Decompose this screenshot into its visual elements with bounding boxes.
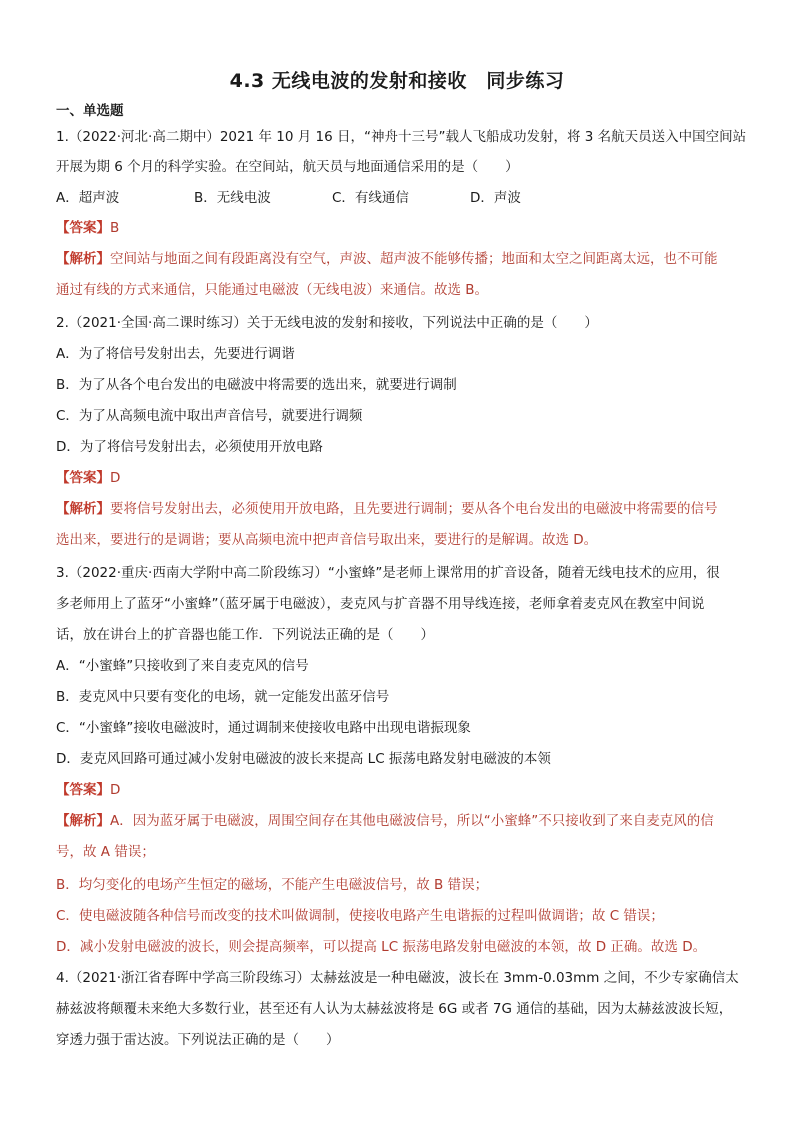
q1-explanation-line2: 通过有线的方式来通信，只能通过电磁波（无线电波）来通信。故选 B。 xyxy=(56,282,489,298)
explain-tag: 【解析】 xyxy=(56,251,110,267)
q2-answer-value: D xyxy=(110,470,121,486)
q3-explanation-text1: A．因为蓝牙属于电磁波，周围空间存在其他电磁波信号，所以“小蜜蜂”不只接收到了来自麦克风的信 xyxy=(110,813,714,829)
q2-explanation-text1: 要将信号发射出去，必须使用开放电路，且先要进行调制；要从各个电台发出的电磁波中将需要的信号 xyxy=(110,501,718,517)
q1-options xyxy=(56,189,746,207)
explain-tag: 【解析】 xyxy=(56,501,110,517)
q3-option-b: B．麦克风中只要有变化的电场，就一定能发出蓝牙信号 xyxy=(56,689,390,705)
q2-answer xyxy=(56,469,746,487)
q3-explanation-line4: C．使电磁波随各种信号而改变的技术叫做调制，使接收电路产生电谐振的过程叫做调谐；故 C 错误； xyxy=(56,908,664,924)
q1-stem-line2: 开展为期 6 个月的科学实验。在空间站，航天员与地面通信采用的是（ ） xyxy=(56,159,519,175)
q1-option-d: D．声波 xyxy=(470,190,521,206)
section-heading: 一、单选题 xyxy=(56,103,124,119)
q3-stem-line1: 3.（2022·重庆·西南大学附中高二阶段练习）“小蜜蜂”是老师上课常用的扩音设备，随着无线电技术的应用，很 xyxy=(56,565,720,581)
q1-explanation-line1 xyxy=(56,250,746,268)
q1-answer xyxy=(56,219,746,237)
answer-tag: 【答案】 xyxy=(56,470,110,486)
q3-answer-value: D xyxy=(110,782,121,798)
q2-stem-line1: 2.（2021·全国·高二课时练习）关于无线电波的发射和接收，下列说法中正确的是（ ） xyxy=(56,315,598,331)
q3-stem-line2: 多老师用上了蓝牙“小蜜蜂”（蓝牙属于电磁波），麦克风与扩音器不用导线连接，老师拿着麦克风在教室中间说 xyxy=(56,596,705,612)
q1-option-a: A．超声波 xyxy=(56,190,120,206)
explain-tag: 【解析】 xyxy=(56,813,110,829)
q1-stem-line1: 1.（2022·河北·高二期中）2021 年 10 月 16 日，“神舟十三号”载人飞船成功发射，将 3 名航天员送入中国空间站 xyxy=(56,129,747,145)
q2-option-c: C．为了从高频电流中取出声音信号，就要进行调频 xyxy=(56,408,363,424)
q3-option-d: D．麦克风回路可通过减小发射电磁波的波长来提高 LC 振荡电路发射电磁波的本领 xyxy=(56,751,551,767)
q2-explanation-line2: 选出来，要进行的是调谐；要从高频电流中把声音信号取出来，要进行的是解调。故选 D。 xyxy=(56,532,598,548)
page-title: 4.3 无线电波的发射和接收 同步练习 xyxy=(229,70,565,92)
q3-option-a: A．“小蜜蜂”只接收到了来自麦克风的信号 xyxy=(56,658,309,674)
q3-explanation-line5: D．减小发射电磁波的波长，则会提高频率，可以提高 LC 振荡电路发射电磁波的本领，故 D 正确。故选 D。 xyxy=(56,939,707,955)
q1-option-c: C．有线通信 xyxy=(332,190,409,206)
q3-answer xyxy=(56,781,746,799)
q1-answer-value: B xyxy=(110,220,120,236)
q2-option-b: B．为了从各个电台发出的电磁波中将需要的选出来，就要进行调制 xyxy=(56,377,457,393)
q4-stem-line1: 4.（2021·浙江省春晖中学高三阶段练习）太赫兹波是一种电磁波，波长在 3mm-0.03mm 之间，不少专家确信太 xyxy=(56,970,739,986)
q3-explanation-line3: B．均匀变化的电场产生恒定的磁场，不能产生电磁波信号，故 B 错误； xyxy=(56,877,489,893)
q4-stem-line3: 穿透力强于雷达波。下列说法正确的是（ ） xyxy=(56,1032,340,1048)
q3-stem-line3: 话，放在讲台上的扩音器也能工作．下列说法正确的是（ ） xyxy=(56,627,434,643)
answer-tag: 【答案】 xyxy=(56,782,110,798)
q1-option-b: B．无线电波 xyxy=(194,190,271,206)
answer-tag: 【答案】 xyxy=(56,220,110,236)
q2-option-a: A．为了将信号发射出去，先要进行调谐 xyxy=(56,346,295,362)
q3-explanation-line2: 号，故 A 错误； xyxy=(56,844,155,860)
q3-explanation-line1 xyxy=(56,812,746,830)
q2-explanation-line1 xyxy=(56,500,746,518)
q3-option-c: C．“小蜜蜂”接收电磁波时，通过调制来使接收电路中出现电谐振现象 xyxy=(56,720,471,736)
q1-explanation-text1: 空间站与地面之间有段距离没有空气，声波、超声波不能够传播；地面和太空之间距离太远，也不可能 xyxy=(110,251,718,267)
q4-stem-line2: 赫兹波将颠覆未来绝大多数行业，甚至还有人认为太赫兹波将是 6G 或者 7G 通信的基础，因为太赫兹波波长短， xyxy=(56,1001,733,1017)
q2-option-d: D．为了将信号发射出去，必须使用开放电路 xyxy=(56,439,323,455)
